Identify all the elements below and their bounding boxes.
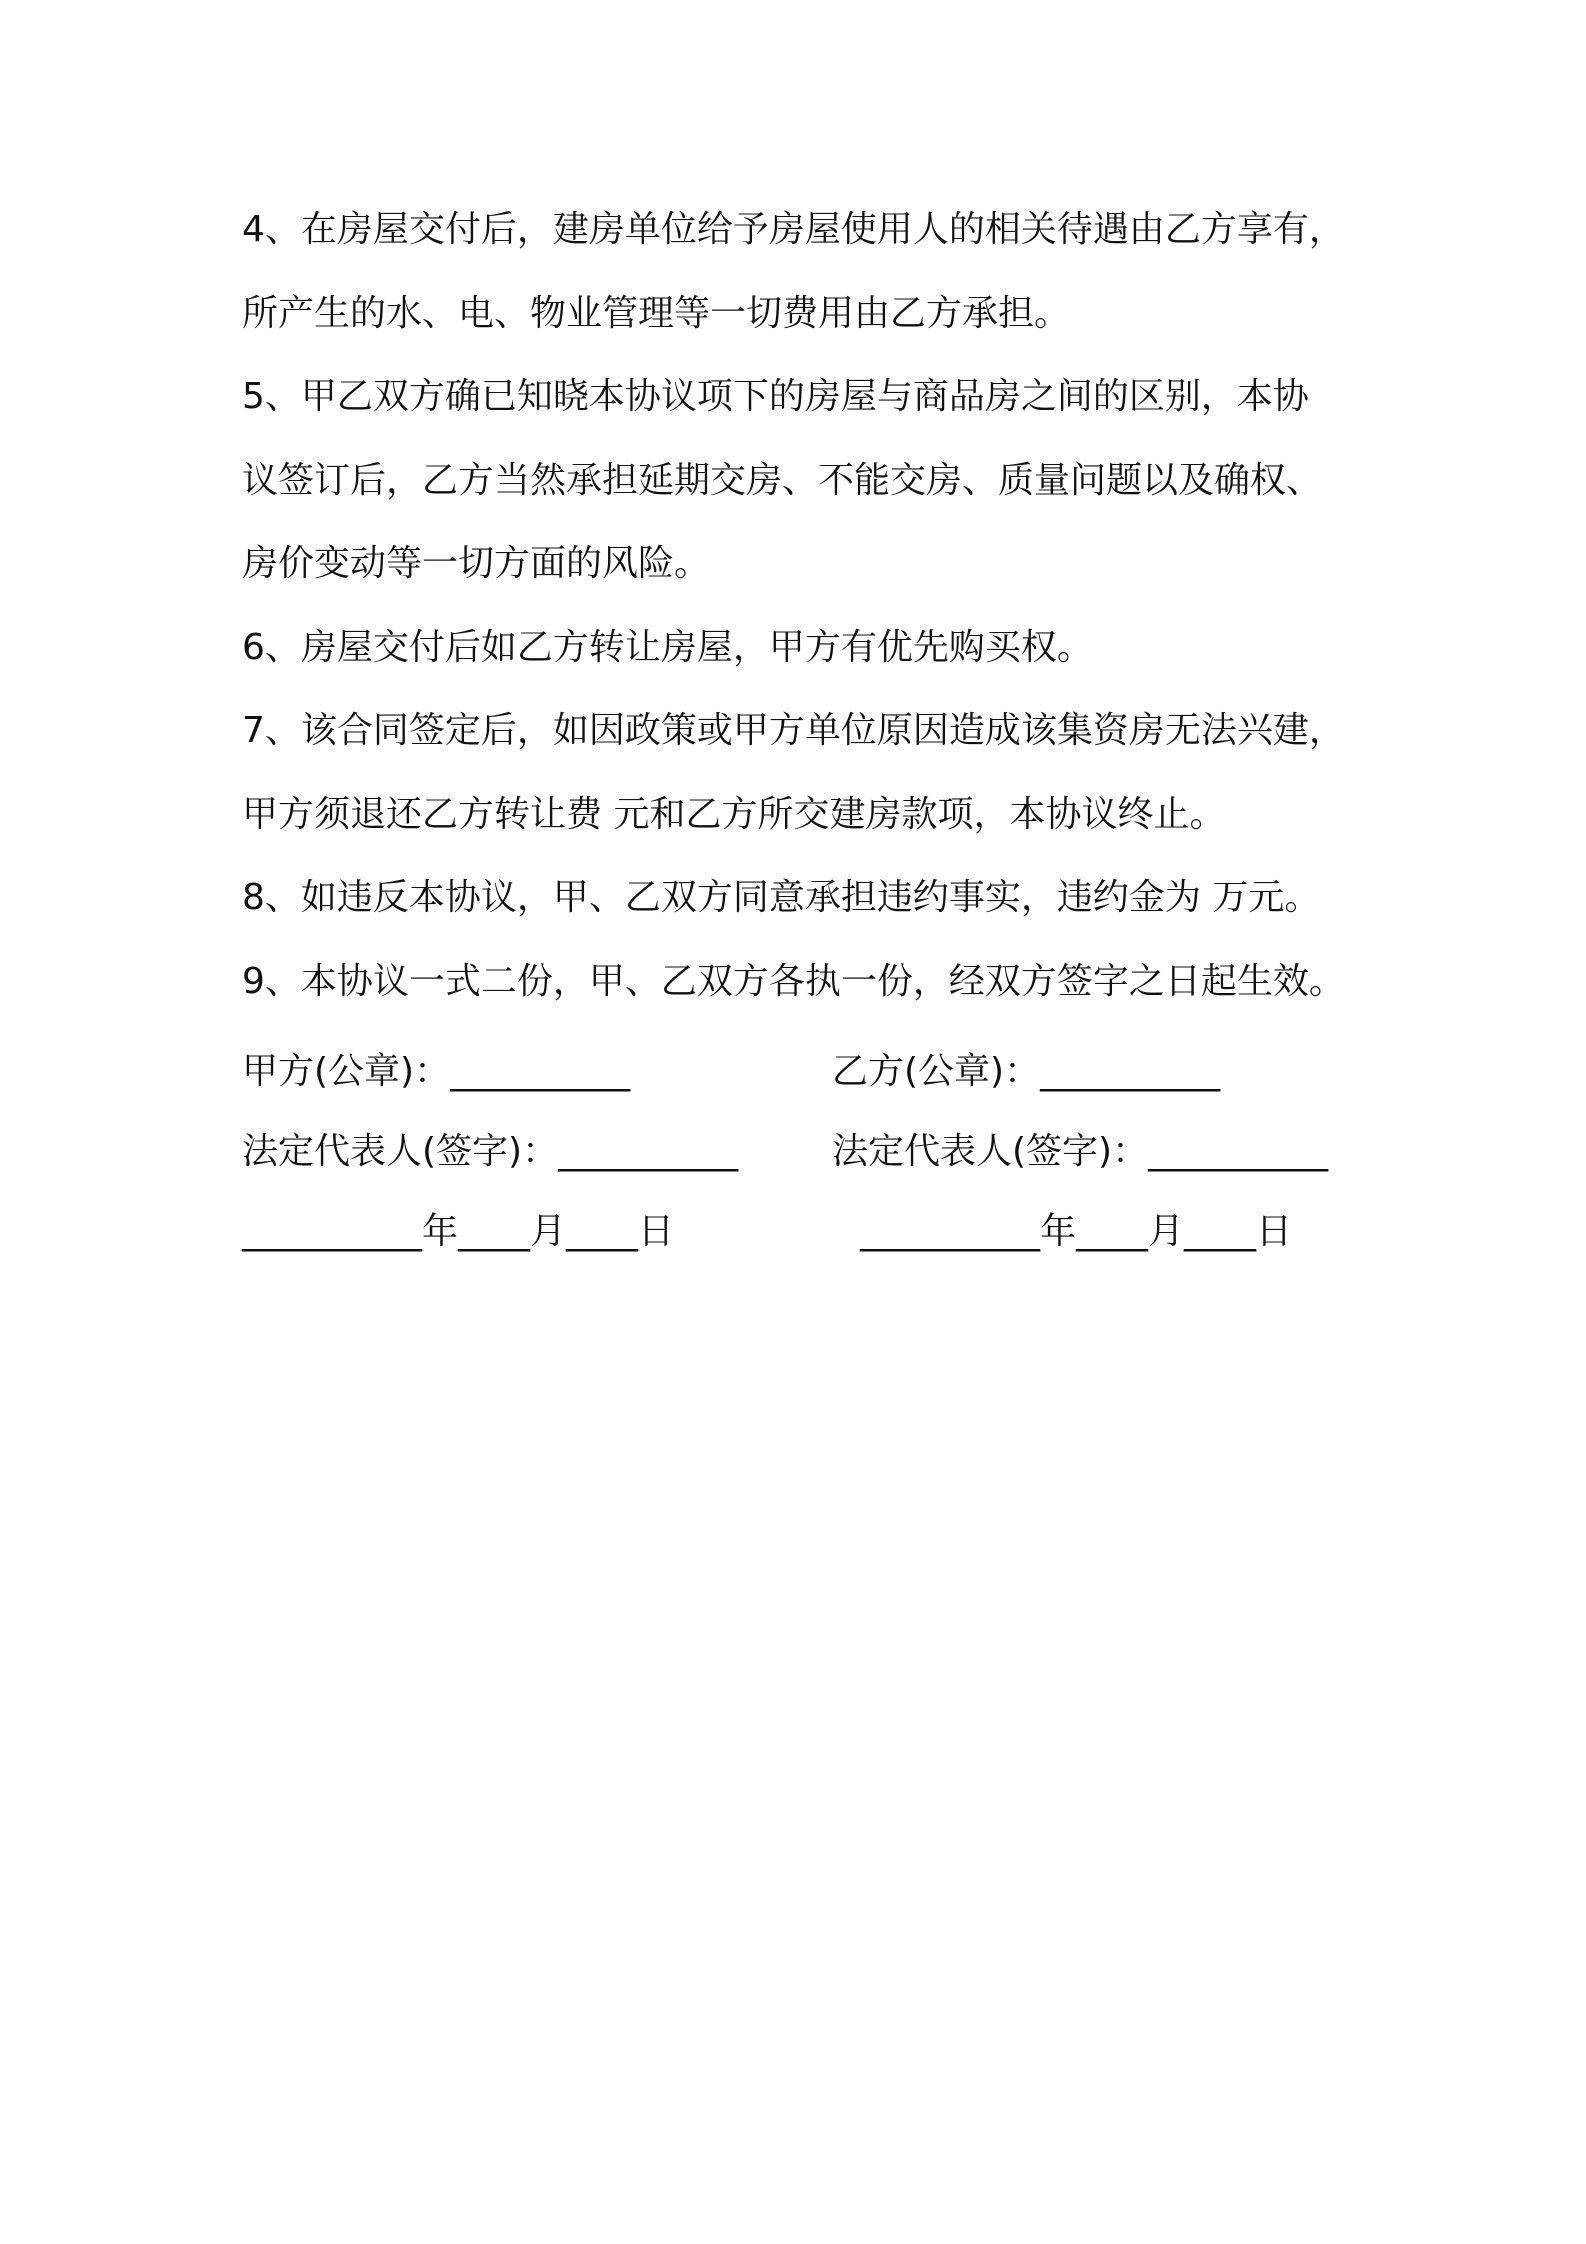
clause-4-line-2: 所产生的水、电、物业管理等一切费用由乙方承担。 bbox=[242, 292, 1071, 334]
party-a-representative-field: 法定代表人(签字)：__________ bbox=[242, 1131, 739, 1172]
party-b-date-field: __________年____月____日 bbox=[860, 1211, 1292, 1252]
clause-6: 6、房屋交付后如乙方转让房屋，甲方有优先购买权。 bbox=[242, 626, 1093, 668]
date-row bbox=[242, 1200, 1382, 1280]
clause-4-line-1: 4、在房屋交付后，建房单位给予房屋使用人的相关待遇由乙方享有， bbox=[242, 209, 1345, 250]
clause-5-line-2: 议签订后，乙方当然承担延期交房、不能交房、质量问题以及确权、 bbox=[242, 459, 1323, 501]
party-a-seal-field: 甲方(公章)：__________ bbox=[242, 1051, 631, 1092]
clause-list bbox=[242, 198, 1382, 1033]
signature-block bbox=[242, 1040, 1382, 1280]
clause-5-line-1: 5、甲乙双方确已知晓本协议项下的房屋与商品房之间的区别，本协 bbox=[242, 376, 1309, 417]
party-b-representative-field: 法定代表人(签字)：__________ bbox=[832, 1131, 1329, 1172]
clause-8: 8、如违反本协议，甲、乙双方同意承担违约事实，违约金为 万元。 bbox=[242, 877, 1321, 918]
party-a-date-field: __________年____月____日 bbox=[242, 1211, 674, 1252]
party-b-seal-field: 乙方(公章)：__________ bbox=[832, 1051, 1221, 1092]
clause-7-line-2: 甲方须退还乙方转让费 元和乙方所交建房款项，本协议终止。 bbox=[242, 793, 1226, 835]
clause-7-line-1: 7、该合同签定后，如因政策或甲方单位原因造成该集资房无法兴建， bbox=[242, 710, 1345, 751]
seal-row bbox=[242, 1040, 1382, 1120]
clause-5-line-3: 房价变动等一切方面的风险。 bbox=[242, 543, 711, 584]
representative-row bbox=[242, 1120, 1382, 1200]
clause-9: 9、本协议一式二份，甲、乙双方各执一份，经双方签字之日起生效。 bbox=[242, 960, 1345, 1002]
